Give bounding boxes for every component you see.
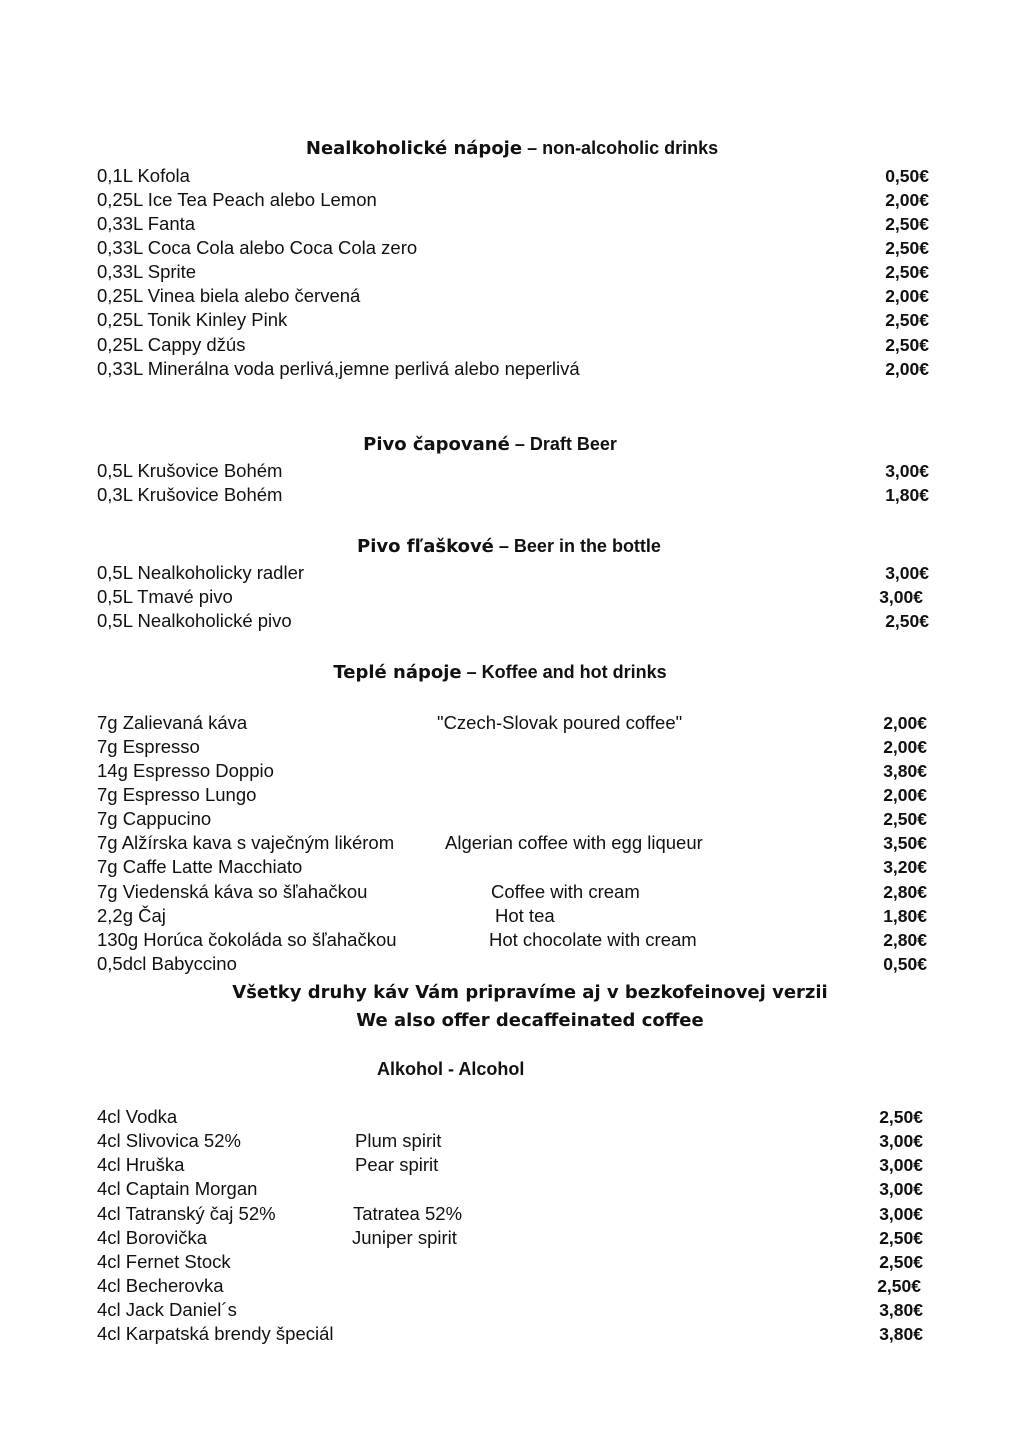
item-price: 3,80€ bbox=[883, 761, 927, 781]
menu-item bbox=[97, 904, 937, 928]
item-price: 2,80€ bbox=[883, 930, 927, 950]
item-price: 2,00€ bbox=[885, 286, 929, 306]
section-heading-hot-drinks bbox=[0, 662, 1012, 684]
item-name: 0,25L Tonik Kinley Pink bbox=[97, 309, 288, 330]
menu-item bbox=[97, 188, 937, 212]
item-name: 0,5L Nealkoholické pivo bbox=[97, 610, 292, 631]
item-name: 0,3L Krušovice Bohém bbox=[97, 484, 283, 505]
menu-item bbox=[97, 759, 937, 783]
item-name: 0,25L Ice Tea Peach alebo Lemon bbox=[97, 189, 377, 210]
item-name: 4cl Hruška bbox=[97, 1154, 185, 1175]
item-price: 3,00€ bbox=[879, 1155, 923, 1175]
menu-item bbox=[97, 1177, 937, 1201]
item-name: 0,1L Kofola bbox=[97, 165, 190, 186]
section-heading-draft-beer bbox=[0, 434, 1002, 456]
decaf-notice-sk: Všetky druhy káv Vám pripravíme aj v bezkofeinovej verzii bbox=[232, 982, 828, 1003]
item-price: 2,50€ bbox=[885, 611, 929, 631]
heading-separator: – bbox=[522, 138, 543, 158]
item-price: 3,00€ bbox=[879, 587, 923, 607]
item-name: 4cl Slivovica 52% bbox=[97, 1130, 241, 1151]
item-price: 3,50€ bbox=[883, 833, 927, 853]
section-heading-alcohol: Alkohol - Alcohol bbox=[377, 1059, 525, 1079]
menu-item bbox=[97, 1226, 937, 1250]
item-price: 2,50€ bbox=[885, 214, 929, 234]
item-price: 2,50€ bbox=[879, 1252, 923, 1272]
item-english-name: "Czech-Slovak poured coffee" bbox=[437, 712, 683, 733]
item-english-name: Coffee with cream bbox=[491, 881, 640, 902]
section-heading-bottle-beer bbox=[0, 536, 1021, 558]
item-name: 4cl Captain Morgan bbox=[97, 1178, 258, 1199]
item-english-name: Hot tea bbox=[495, 905, 555, 926]
menu-item bbox=[97, 711, 937, 735]
section-heading-nonalcoholic bbox=[0, 138, 1024, 160]
menu-item bbox=[97, 1153, 937, 1177]
menu-item bbox=[97, 1322, 937, 1346]
item-name: 7g Alžírska kava s vaječným likérom bbox=[97, 832, 395, 853]
item-name: 0,5L Tmavé pivo bbox=[97, 586, 233, 607]
menu-item bbox=[97, 236, 937, 260]
item-english-name: Hot chocolate with cream bbox=[489, 929, 697, 950]
item-name: 2,2g Čaj bbox=[97, 905, 166, 926]
menu-item bbox=[97, 928, 937, 952]
menu-item bbox=[97, 561, 937, 585]
menu-item bbox=[97, 1250, 937, 1274]
menu-item bbox=[97, 609, 937, 633]
menu-item bbox=[97, 1274, 937, 1298]
menu-item bbox=[97, 308, 937, 332]
item-name: 0,25L Cappy džús bbox=[97, 334, 246, 355]
item-price: 0,50€ bbox=[885, 166, 929, 186]
item-price: 0,50€ bbox=[883, 954, 927, 974]
item-price: 2,00€ bbox=[883, 713, 927, 733]
menu-item bbox=[97, 1298, 937, 1322]
item-price: 3,00€ bbox=[879, 1204, 923, 1224]
item-price: 2,00€ bbox=[885, 190, 929, 210]
menu-item bbox=[97, 735, 937, 759]
menu-item bbox=[97, 585, 937, 609]
menu-item bbox=[97, 459, 937, 483]
item-name: 0,33L Sprite bbox=[97, 261, 197, 282]
menu-item bbox=[97, 831, 937, 855]
item-price: 2,50€ bbox=[883, 809, 927, 829]
item-name: 0,33L Minerálna voda perlivá,jemne perlivá alebo neperlivá bbox=[97, 358, 580, 379]
item-name: 0,5dcl Babyccino bbox=[97, 953, 237, 974]
menu-item bbox=[97, 212, 937, 236]
menu-item bbox=[97, 807, 937, 831]
item-price: 3,00€ bbox=[885, 563, 929, 583]
item-name: 14g Espresso Doppio bbox=[97, 760, 274, 781]
item-name: 0,5L Nealkoholicky radler bbox=[97, 562, 305, 583]
heading-en: Koffee and hot drinks bbox=[481, 662, 667, 682]
menu-item bbox=[97, 357, 937, 381]
item-english-name: Pear spirit bbox=[355, 1154, 439, 1175]
item-english-name: Algerian coffee with egg liqueur bbox=[445, 832, 703, 853]
menu-item bbox=[97, 260, 937, 284]
item-price: 2,50€ bbox=[879, 1228, 923, 1248]
item-price: 3,00€ bbox=[879, 1131, 923, 1151]
menu-item bbox=[97, 1202, 937, 1226]
heading-sk: Nealkoholické nápoje bbox=[305, 138, 523, 159]
item-price: 2,00€ bbox=[885, 359, 929, 379]
heading-separator: – bbox=[509, 434, 530, 454]
item-price: 2,50€ bbox=[879, 1107, 923, 1127]
item-price: 3,80€ bbox=[879, 1300, 923, 1320]
item-name: 0,33L Fanta bbox=[97, 213, 196, 234]
item-name: 4cl Borovička bbox=[97, 1227, 208, 1248]
decaf-notice-en: We also offer decaffeinated coffee bbox=[356, 1010, 704, 1031]
item-english-name: Juniper spirit bbox=[352, 1227, 457, 1248]
item-price: 3,80€ bbox=[879, 1324, 923, 1344]
item-name: 4cl Fernet Stock bbox=[97, 1251, 231, 1272]
item-price: 3,00€ bbox=[885, 461, 929, 481]
menu-item bbox=[97, 483, 937, 507]
item-price: 3,20€ bbox=[883, 857, 927, 877]
item-price: 2,50€ bbox=[885, 238, 929, 258]
heading-en: Beer in the bottle bbox=[513, 536, 661, 556]
item-name: 0,25L Vinea biela alebo červená bbox=[97, 285, 361, 306]
item-name: 4cl Jack Daniel´s bbox=[97, 1299, 237, 1320]
item-name: 7g Espresso bbox=[97, 736, 200, 757]
menu-item bbox=[97, 164, 937, 188]
item-price: 2,50€ bbox=[885, 335, 929, 355]
item-price: 2,00€ bbox=[883, 737, 927, 757]
item-name: 7g Caffe Latte Macchiato bbox=[97, 856, 303, 877]
item-price: 2,50€ bbox=[885, 262, 929, 282]
item-name: 7g Viedenská káva so šľahačkou bbox=[97, 881, 368, 902]
menu-item bbox=[97, 1129, 937, 1153]
item-name: 7g Zalievaná káva bbox=[97, 712, 248, 733]
item-name: 0,5L Krušovice Bohém bbox=[97, 460, 283, 481]
menu-item bbox=[97, 333, 937, 357]
item-price: 2,80€ bbox=[883, 882, 927, 902]
heading-en: non-alcoholic drinks bbox=[542, 138, 719, 158]
menu-item bbox=[97, 855, 937, 879]
menu-item bbox=[97, 284, 937, 308]
item-price: 2,50€ bbox=[885, 310, 929, 330]
item-english-name: Plum spirit bbox=[355, 1130, 442, 1151]
item-name: 7g Cappucino bbox=[97, 808, 212, 829]
menu-item bbox=[97, 783, 937, 807]
item-price: 3,00€ bbox=[879, 1179, 923, 1199]
item-price: 1,80€ bbox=[885, 485, 929, 505]
item-price: 1,80€ bbox=[883, 906, 927, 926]
item-name: 130g Horúca čokoláda so šľahačkou bbox=[97, 929, 397, 950]
heading-sk: Pivo čapované bbox=[363, 434, 510, 455]
heading-sk: Teplé nápoje bbox=[333, 662, 462, 683]
item-name: 4cl Becherovka bbox=[97, 1275, 224, 1296]
item-price: 2,00€ bbox=[883, 785, 927, 805]
heading-separator: – bbox=[493, 536, 514, 556]
menu-item bbox=[97, 880, 937, 904]
item-price: 2,50€ bbox=[877, 1276, 921, 1296]
menu-item bbox=[97, 952, 937, 976]
heading-sk: Pivo fľaškové bbox=[357, 536, 494, 557]
item-name: 4cl Karpatská brendy špeciál bbox=[97, 1323, 334, 1344]
heading-en: Draft Beer bbox=[529, 434, 617, 454]
menu-item bbox=[97, 1105, 937, 1129]
item-name: 0,33L Coca Cola alebo Coca Cola zero bbox=[97, 237, 418, 258]
item-name: 4cl Vodka bbox=[97, 1106, 178, 1127]
item-name: 4cl Tatranský čaj 52% bbox=[97, 1203, 276, 1224]
item-english-name: Tatratea 52% bbox=[353, 1203, 463, 1224]
item-name: 7g Espresso Lungo bbox=[97, 784, 257, 805]
heading-separator: – bbox=[461, 662, 482, 682]
